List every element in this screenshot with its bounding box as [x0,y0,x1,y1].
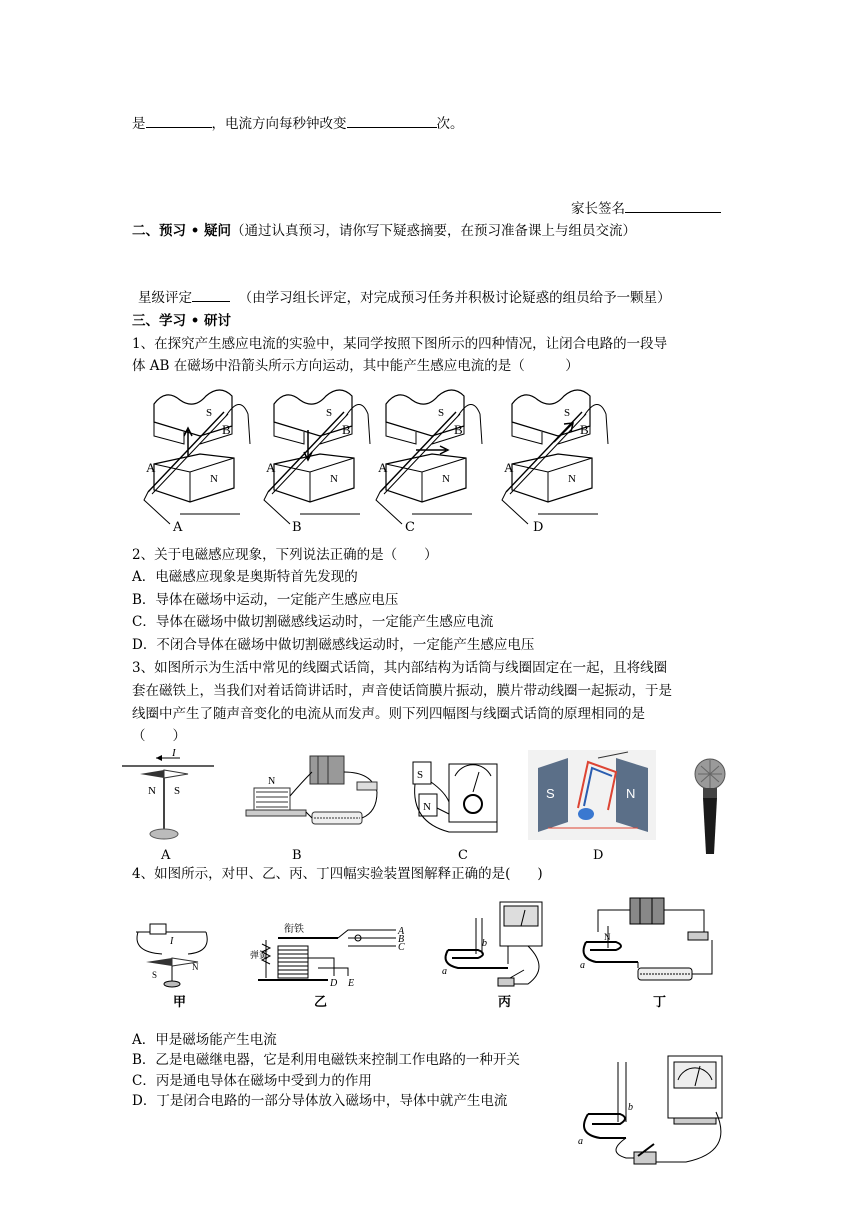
figure-caption: A [173,520,183,535]
figure-caption: C [458,848,468,863]
figure-caption: B [292,848,302,863]
end-a-label: A [504,460,514,475]
pole-n-label: N [604,932,611,942]
figure-caption: B [292,520,302,535]
figure-caption: D [533,520,544,535]
question-text: 4、如图所示，对甲、乙、丙、丁四幅实验装置图解释正确的是( ) [132,866,543,882]
parent-signature [571,198,721,219]
terminal-label: b [482,938,487,949]
option-c: C．丙是通电导体在磁场中受到力的作用 [132,1073,372,1089]
terminal-label: C [398,942,405,953]
terminal-label: A [398,926,405,937]
q1-figures [140,384,740,539]
option-b: B．导体在磁场中运动，一定能产生感应电压 [132,592,399,608]
fig-jia [132,918,212,988]
electromagnet-figure [232,752,382,844]
text: 次。 [436,116,464,132]
text: 是 [132,116,146,132]
fig-yi-relay [248,918,408,990]
figure-caption: 丙 [498,995,512,1010]
question-text: 体 AB 在磁场中沿箭头所示方向运动，其中能产生感应电流的是（ ） [132,358,579,374]
question-text: 线圈中产生了随声音变化的电流从而发声。则下列四幅图与线圈式话筒的原理相同的是 [132,706,645,722]
microphone-icon [690,756,732,858]
section-heading: 三、学习 • 研讨 [132,313,232,329]
armature-label: 衔铁 [284,924,304,935]
pole-n-label: N [442,473,450,485]
end-b-label: B [342,422,351,437]
pole-s-label: S [326,407,333,419]
terminal-label: E [348,978,355,989]
pole-n-label: N [268,776,276,787]
pole-s-label: S [206,407,213,419]
figure-caption: C [405,520,415,535]
question-text: 2、关于电磁感应现象，下列说法正确的是（ ） [132,547,438,563]
figure-caption: A [161,848,171,863]
magnet-diagram [502,390,608,524]
pole-n-label: N [192,962,199,972]
pole-n-label: N [148,785,156,797]
pole-n-label: N [423,801,431,813]
question-text: 套在磁铁上，当我们对着话筒讲话时，声音使话筒膜片振动，膜片带动线圈一起振动，于是 [132,683,672,699]
fig-bing [438,898,558,990]
question-text: 3、如图所示为生活中常见的线圈式话筒，其内部结构为话筒与线圈固定在一起，且将线圈 [132,660,668,676]
coil-magnet-figure [528,748,656,842]
magnet-diagram [144,390,250,524]
text: ，电流方向每秒钟改变 [211,116,347,132]
rating-line [138,287,671,308]
pole-s-label: S [438,407,445,419]
pole-s-label: S [564,407,571,419]
end-b-label: B [454,422,463,437]
figure-caption: 乙 [314,995,328,1010]
blank[interactable] [146,113,212,128]
pole-n-label: N [330,473,338,485]
current-label: I [170,936,174,947]
blank[interactable] [347,113,437,128]
fig-ding [578,892,718,990]
option-d: D．丁是闭合电路的一部分导体放入磁场中，导体中就产生电流 [132,1093,508,1109]
section-heading: 二、预习 • 疑问 [132,223,232,239]
rating-blank[interactable] [192,287,230,302]
section-note: （通过认真预习，请你写下疑惑摘要，在预习准备课上与组员交流） [231,223,637,239]
spring-label: 弹簧 [250,950,269,960]
figure-caption: 甲 [173,995,187,1010]
pole-n-label: N [210,473,218,485]
fill-blank-line [132,113,464,134]
terminal-label: a [578,1136,583,1147]
end-a-label: A [378,460,388,475]
terminal-label: B [398,934,405,945]
pole-n-label: N [568,473,576,485]
motion-arrow-icon [304,430,312,460]
option-d: D．不闭合导体在磁场中做切割磁感线运动时，一定能产生感应电压 [132,637,535,653]
terminal-label: a [442,966,447,977]
oersted-compass-figure [120,748,220,846]
terminal-label: D [330,978,338,989]
end-b-label: B [580,422,589,437]
option-a: A．甲是磁场能产生电流 [132,1032,277,1048]
side-circuit-figure [566,1052,738,1168]
generator-figure [405,752,510,844]
current-label: I [172,748,176,759]
figure-caption: D [593,848,604,863]
end-a-label: A [146,460,156,475]
pole-n-label: N [626,786,636,801]
end-b-label: B [222,422,231,437]
terminal-label: a [580,960,585,971]
option-b: B．乙是电磁继电器，它是利用电磁铁来控制工作电路的一种开关 [132,1052,520,1068]
pole-s-label: S [174,785,181,797]
rating-note: （由学习组长评定，对完成预习任务并积极讨论疑惑的组员给予一颗星） [238,290,671,306]
terminal-label: b [628,1102,633,1113]
pole-s-label: S [152,970,158,980]
rating-label: 星级评定 [138,290,192,306]
magnet-diagram [376,390,482,524]
magnet-diagram [264,390,370,524]
motion-arrow-icon [184,428,192,456]
section2-header [132,221,636,241]
signature-label: 家长签名 [571,201,625,217]
option-c: C．导体在磁场中做切割磁感线运动时，一定能产生感应电流 [132,614,494,630]
question-text: （ ） [132,728,186,744]
figure-caption: 丁 [653,995,667,1010]
pole-s-label: S [546,786,555,801]
end-a-label: A [266,460,276,475]
pole-s-label: S [417,769,424,781]
motion-arrow-icon [416,446,448,454]
question-text: 1、在探究产生感应电流的实验中，某同学按照下图所示的四种情况，让闭合电路的一段导 [132,336,668,352]
signature-blank[interactable] [625,198,721,213]
option-a: A．电磁感应现象是奥斯特首先发现的 [132,569,358,585]
